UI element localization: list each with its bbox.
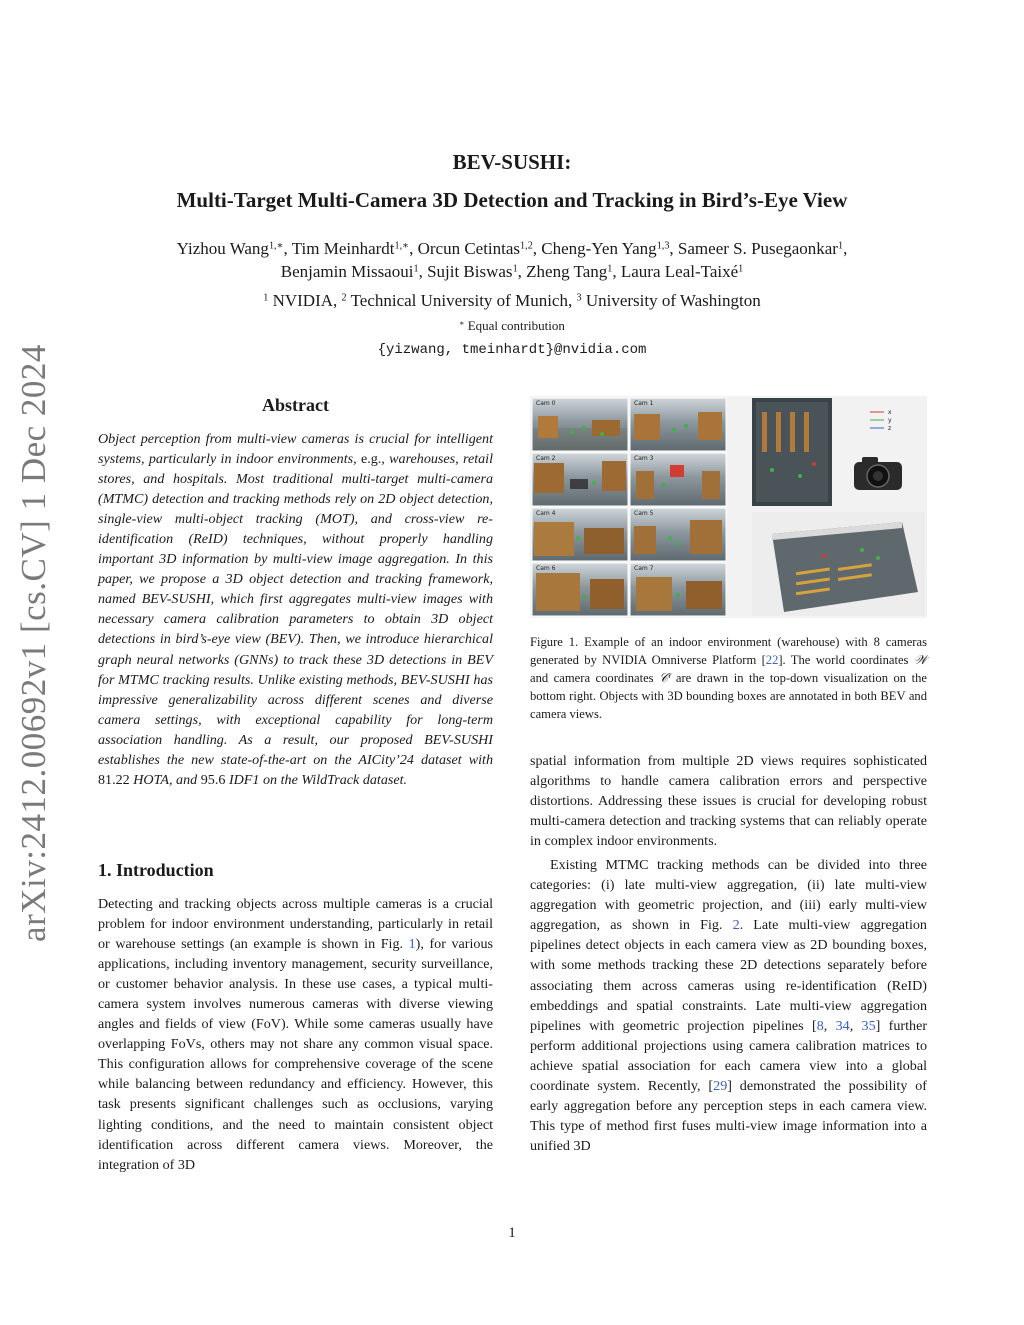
caption-text: Figure 1. Example of an indoor environment (warehouse) with 8 cameras generated by NVIDIA Omniverse Platform [	[530, 635, 927, 668]
affiliations: $^1$ NVIDIA, $^2$ Technical University of Munich, $^3$ University of Washington	[263, 291, 761, 310]
figure-reference-link[interactable]: 1	[408, 936, 416, 953]
author-affiliation-mark: 1	[512, 263, 518, 275]
bev-top-view	[752, 398, 832, 506]
camera-coordinates-symbol: 𝒞	[659, 671, 669, 686]
world-coordinates-symbol: 𝒲	[913, 653, 927, 668]
paragraph-text: . Late multi-view aggregation pipelines detect objects in each camera view as 2D bounding boxes, with some methods tracking these 2D detections separately before associating them across cameras using re-identification (ReID) embeddings and spatial constraints. Late multi-view aggregation pipelines with geometric projection pipelines [	[530, 917, 927, 1034]
citation-link[interactable]: 29	[713, 1077, 728, 1094]
paragraph-text: Existing MTMC tracking methods can be divided into three categories: (i) late multi-view aggregation, (ii) late multi-view aggregation with geometric projection, and (iii) early multi-view aggregation, as shown in Fig.	[530, 857, 927, 934]
equal-contribution-note	[0, 318, 1024, 334]
author-affiliation-mark: 1	[738, 263, 744, 275]
affiliation-number: 3	[576, 292, 582, 304]
camera-label: Cam 0	[536, 400, 556, 407]
figure-1-image	[530, 396, 927, 618]
citation-link[interactable]: 22	[765, 653, 779, 668]
arxiv-identifier: arXiv:2412.00692v1 [cs.CV] 1 Dec 2024	[14, 344, 53, 942]
idf1-value: 95.6	[200, 771, 226, 788]
author-affiliation-mark: 1,∗	[394, 240, 410, 252]
author-name: Zheng Tang	[526, 262, 608, 281]
paper-title-line-1: BEV-SUSHI:	[452, 150, 572, 174]
camera-label: Cam 5	[634, 510, 654, 517]
axis-label: x	[888, 409, 892, 416]
citation-link[interactable]: 34	[835, 1017, 850, 1034]
axis-label: z	[888, 425, 892, 432]
figure-1-caption	[530, 633, 927, 723]
abstract-text: , warehouses, retail stores, and hospitals. Most traditional multi-target multi-camera (MTMC) detection and tracking methods rely on 2D object detection, single-view multi-object tracking (MOT), and cross-view re-identification (ReID) techniques, without properly handling important 3D information by multi-view image aggregation. In this paper, we propose a 3D object detection and tracking framework, named BEV-SUSHI, which first aggregates multi-view images with necessary camera calibration parameters to obtain 3D object detections in bird’s-eye view (BEV). Then, we introduce hierarchical graph neural networks (GNNs) to track these 3D detections in BEV for MTMC tracking results. Unlike existing methods, BEV-SUSHI has impressive generalizability across different scenes and diverse camera settings, with exceptional capability for long-term association handling. As a result, our proposed BEV-SUSHI establishes the new state-of-the-art on the AICity’24 dataset with	[98, 451, 493, 768]
paragraph-text: ] further perform additional projections using camera calibration matrices to achieve spatial association for each camera view into a global coordinate system. Recently, [	[530, 1017, 928, 1094]
intro-text: Detecting and tracking objects across multiple cameras is a crucial problem for indoor environment understanding, particularly in retail or warehouse settings (an example is shown in Fig.	[98, 896, 493, 953]
author-affiliation-mark: 1,2	[520, 240, 533, 252]
equal-contribution-text: Equal contribution	[467, 318, 565, 333]
equal-contribution-mark: ∗	[459, 318, 465, 328]
right-column-body	[530, 751, 927, 1156]
affiliation-name: Technical University of Munich	[350, 291, 568, 310]
warehouse-3d-view	[752, 512, 925, 616]
abstract-body	[98, 429, 493, 790]
abstract-heading: Abstract	[262, 395, 329, 415]
author-email: {yizwang, tmeinhardt}@nvidia.com	[377, 342, 647, 358]
author-name: Laura Leal-Taixé	[620, 262, 739, 281]
caption-text: are drawn in the top-down visualization on the bottom right. Objects with 3D bounding boxes are annotated in both BEV and camera views.	[530, 671, 927, 722]
affiliation-number: 1	[263, 292, 269, 304]
affiliation-name: NVIDIA	[272, 291, 334, 310]
author-name: Tim Meinhardt	[291, 239, 395, 258]
camera-label: Cam 2	[536, 455, 556, 462]
author-affiliation-mark: 1	[607, 263, 613, 275]
author-name: Sujit Biswas	[427, 262, 513, 281]
figure-reference-link[interactable]: 2	[732, 917, 740, 934]
abstract-text: e.g.	[360, 451, 382, 468]
introduction-heading: 1. Introduction	[98, 860, 214, 880]
camera-label: Cam 7	[634, 565, 654, 572]
author-affiliation-mark: 1	[837, 240, 844, 252]
author-list-line-1: Yizhou Wang$^{1,∗}$, Tim Meinhardt$^{1,∗}$, Orcun Cetintas$^{1,2}$, Cheng-Yen Yang$^{1,3}$, Sameer S. Pusegaonkar$^1$,	[176, 239, 848, 258]
author-name: Cheng-Yen Yang	[541, 239, 657, 258]
paragraph-text: ] demonstrated the possibility of early aggregation before any perception steps in each camera view. This type of method first fuses multi-view image information into a unified 3D	[530, 1077, 927, 1154]
author-name: Benjamin Missaoui	[280, 262, 414, 281]
camera-label: Cam 3	[634, 455, 654, 462]
camera-label: Cam 1	[634, 400, 654, 407]
author-name: Yizhou Wang	[176, 239, 269, 258]
paper-title-line-2: Multi-Target Multi-Camera 3D Detection and Tracking in Bird’s-Eye View	[176, 188, 848, 212]
abstract-text: Object perception from multi-view cameras is crucial for intelligent systems, particularly in indoor environments,	[98, 431, 493, 468]
intro-text: ), for various applications, including inventory management, security surveillance, or customer behavior analysis. In these use cases, a typical multi-camera system involves numerous cameras with diverse viewing angles and fields of view (FoV). While some cameras usually have overlapping FoVs, others may not share any common visual space. This configuration allows for comprehensive coverage of the scene while balancing between redundancy and efficiency. However, this task presents significant challenges such as occlusions, varying lighting conditions, and the need to maintain consistent object identification across different camera views. Moreover, the integration of 3D	[98, 936, 493, 1173]
author-list-line-2: Benjamin Missaoui$^1$, Sujit Biswas$^1$, Zheng Tang$^1$, Laura Leal-Taixé$^1$	[280, 262, 744, 281]
caption-text: and camera coordinates	[530, 671, 654, 686]
affiliation-name: University of Washington	[585, 291, 761, 310]
citation-link[interactable]: 35	[861, 1017, 876, 1034]
camera-coordinates-index: i	[668, 671, 671, 681]
author-affiliation-mark: 1	[413, 263, 419, 275]
camera-label: Cam 4	[536, 510, 556, 517]
abstract-text: IDF1 on the WildTrack dataset.	[228, 771, 408, 788]
caption-text: ]. The world coordinates	[778, 653, 909, 668]
axis-label: y	[888, 417, 892, 424]
page-number: 1	[508, 1225, 516, 1241]
hota-value: 81.22	[98, 771, 130, 788]
author-affiliation-mark: 1,3	[656, 240, 670, 252]
paragraph: Existing MTMC tracking methods can be divided into three categories: (i) late multi-view aggregation, (ii) late multi-view aggregation with geometric projection, and (iii) early multi-view aggregation, as shown in Fig. 2. Late multi-view aggregation pipelines detect objects in each camera view as 2D bounding boxes, with some methods tracking these 2D detections separately before associating them across cameras using re-identification (ReID) embeddings and spatial constraints. Late multi-view aggregation pipelines with geometric projection pipelines [8, 34, 35] further perform additional projections using camera calibration matrices to achieve spatial association for each camera view into a global coordinate system. Recently, [29] demonstrated the possibility of early aggregation before any perception steps in each camera view. This type of method first fuses multi-view image information into a unified 3D	[530, 857, 928, 1154]
author-name: Sameer S. Pusegaonkar	[677, 239, 838, 258]
paragraph: spatial information from multiple 2D views requires sophisticated algorithms to handle camera calibration errors and perspective distortions. Addressing these issues is crucial for developing robust multi-camera detection and tracking systems that can reliably operate in complex indoor environments.	[530, 753, 927, 850]
citation-link[interactable]: 8	[816, 1017, 824, 1034]
camera-label: Cam 6	[536, 565, 556, 572]
author-affiliation-mark: 1,∗	[268, 240, 284, 252]
introduction-body	[98, 894, 493, 1175]
author-name: Orcun Cetintas	[417, 239, 521, 258]
abstract-text: HOTA, and	[133, 771, 198, 788]
affiliation-number: 2	[341, 292, 347, 304]
